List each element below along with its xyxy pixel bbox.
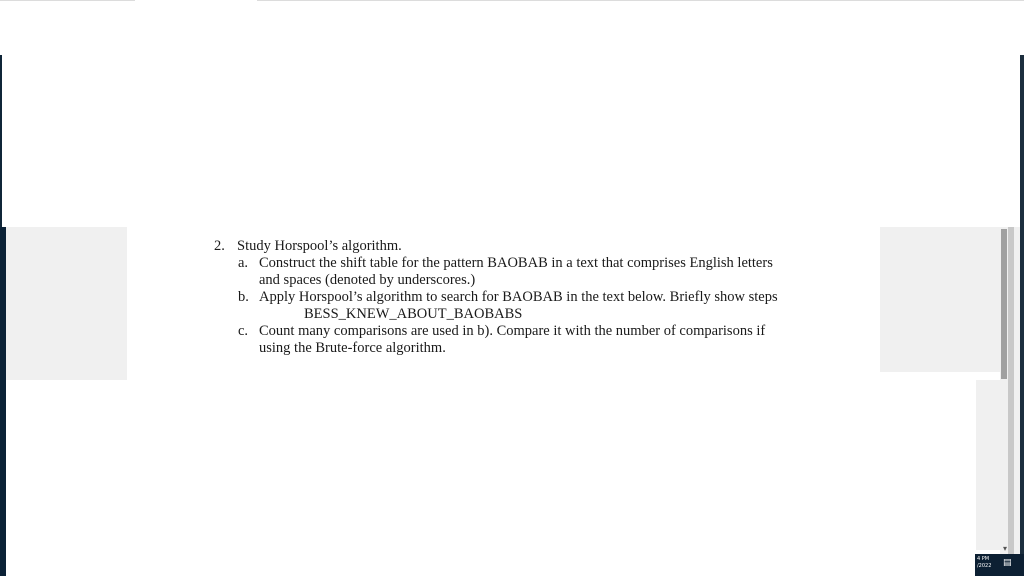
document-background-left (6, 227, 127, 380)
part-c-line-1: Count many comparisons are used in b). Compare it with the number of comparisons if (259, 323, 766, 339)
window-left-edge (0, 55, 2, 227)
question-number: 2. (214, 238, 225, 254)
part-b-text-sample: BESS_KNEW_ABOUT_BAOBABS (304, 306, 523, 322)
document-background-right-lower (976, 380, 1000, 550)
part-b-line-1: Apply Horspool’s algorithm to search for BAOBAB in the text below. Briefly show steps (259, 289, 778, 305)
part-a-label: a. (238, 255, 249, 271)
taskbar-left (0, 554, 6, 576)
part-c-line-2: using the Brute-force algorithm. (259, 340, 446, 356)
part-b-label: b. (238, 289, 249, 305)
top-tab (135, 0, 257, 2)
clock-time: 4 PM (977, 556, 990, 562)
part-c-label: c. (238, 323, 249, 339)
scrollbar-thumb[interactable] (1001, 229, 1007, 379)
notification-icon[interactable]: ▤ (1003, 558, 1012, 568)
clock-date: /2022 (977, 563, 992, 569)
part-a-line-2: and spaces (denoted by underscores.) (259, 272, 476, 288)
document-background-right (880, 227, 1000, 372)
scroll-down-icon[interactable]: ▾ (1003, 544, 1008, 553)
window-right-edge (1020, 55, 1024, 554)
scrollbar-track[interactable] (1008, 227, 1014, 554)
part-a-line-1: Construct the shift table for the pattern BAOBAB in a text that comprises English letters (259, 255, 773, 271)
taskbar-clock[interactable] (977, 556, 991, 570)
question-title: Study Horspool’s algorithm. (237, 238, 402, 254)
